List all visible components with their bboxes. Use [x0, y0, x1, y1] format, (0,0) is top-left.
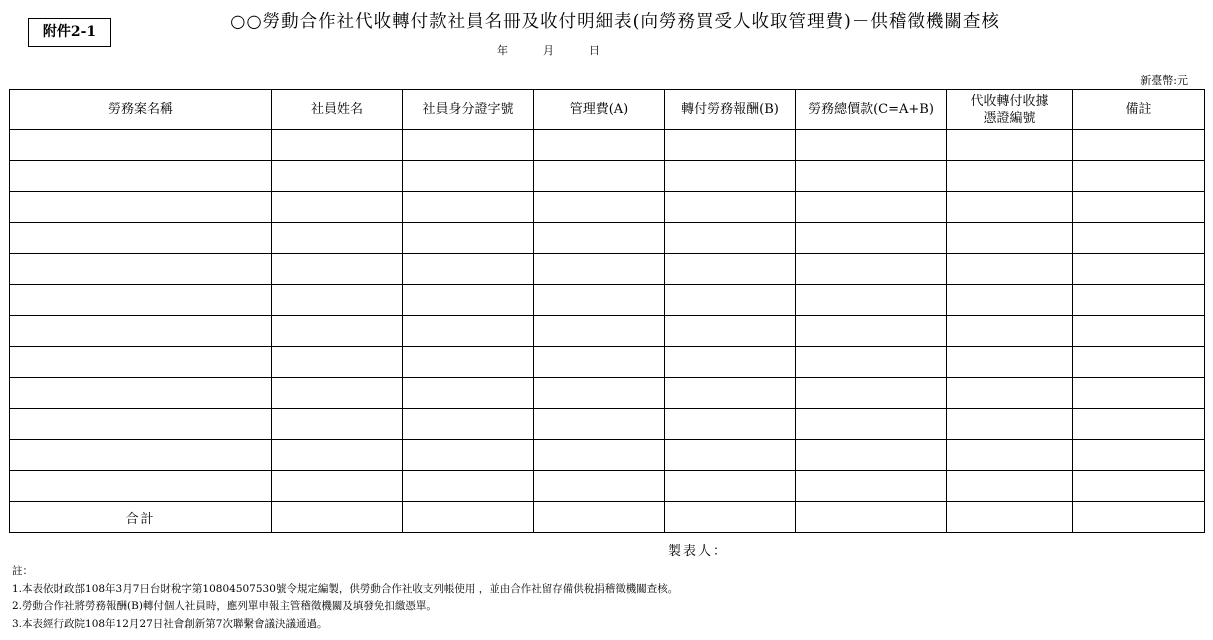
table-cell[interactable] [665, 223, 796, 254]
header-total-price: 勞務總價款(C=A+B) [796, 90, 947, 130]
table-cell[interactable] [796, 254, 947, 285]
table-cell[interactable] [796, 440, 947, 471]
total-cell[interactable] [947, 502, 1073, 533]
table-cell[interactable] [403, 223, 534, 254]
table-cell[interactable] [272, 285, 403, 316]
table-row [10, 192, 1205, 223]
header-labor-remuneration: 轉付勞務報酬(B) [665, 90, 796, 130]
table-cell[interactable] [272, 316, 403, 347]
total-cell[interactable] [1073, 502, 1205, 533]
table-cell[interactable] [10, 409, 272, 440]
document-title: ○○勞動合作社代收轉付款社員名冊及收付明細表(向勞務買受人收取管理費)－供稽徵機關查核 [230, 12, 1000, 32]
table-cell[interactable] [10, 285, 272, 316]
table-cell[interactable] [10, 254, 272, 285]
table-row [10, 378, 1205, 409]
total-cell[interactable] [272, 502, 403, 533]
table-row [10, 130, 1205, 161]
table-cell[interactable] [665, 378, 796, 409]
table-cell[interactable] [534, 285, 665, 316]
table-cell[interactable] [947, 192, 1073, 223]
table-header-row [10, 90, 1205, 130]
note-item-3: 3.本表經行政院108年12月27日社會創新第7次聯繫會議決議通過。 [12, 617, 328, 630]
table-cell[interactable] [10, 378, 272, 409]
table-cell[interactable] [947, 316, 1073, 347]
table-cell[interactable] [10, 440, 272, 471]
table-cell[interactable] [534, 409, 665, 440]
table-cell[interactable] [272, 130, 403, 161]
table-cell[interactable] [665, 254, 796, 285]
header-receipt-number-line2: 憑證編號 [983, 110, 1036, 126]
table-cell[interactable] [796, 161, 947, 192]
table-row [10, 254, 1205, 285]
table-cell[interactable] [947, 440, 1073, 471]
table-cell[interactable] [403, 471, 534, 502]
total-label: 合計 [10, 502, 272, 533]
table-cell[interactable] [534, 378, 665, 409]
table-cell[interactable] [665, 161, 796, 192]
date-day: 日 [589, 44, 600, 57]
date-year: 年 [497, 44, 508, 57]
header-receipt-number-line1: 代收轉付收據 [970, 93, 1049, 109]
table-cell[interactable] [796, 316, 947, 347]
table-cell[interactable] [947, 223, 1073, 254]
header-management-fee: 管理費(A) [534, 90, 665, 130]
attachment-label: 附件2-1 [28, 18, 111, 47]
table-cell[interactable] [947, 471, 1073, 502]
table-cell[interactable] [403, 192, 534, 223]
table-cell[interactable] [272, 223, 403, 254]
table-cell[interactable] [665, 130, 796, 161]
table-cell[interactable] [796, 285, 947, 316]
date-month: 月 [543, 44, 554, 57]
table-cell[interactable] [796, 130, 947, 161]
table-cell[interactable] [1073, 378, 1205, 409]
table-cell[interactable] [534, 130, 665, 161]
table-cell[interactable] [10, 316, 272, 347]
table-cell[interactable] [403, 409, 534, 440]
table-cell[interactable] [947, 161, 1073, 192]
table-cell[interactable] [272, 409, 403, 440]
table-row [10, 409, 1205, 440]
table-cell[interactable] [534, 440, 665, 471]
table-cell[interactable] [10, 471, 272, 502]
table-cell[interactable] [10, 161, 272, 192]
table-cell[interactable] [272, 161, 403, 192]
table-cell[interactable] [796, 471, 947, 502]
header-remarks: 備註 [1073, 90, 1205, 130]
maker-label: 製表人： [668, 544, 729, 559]
table-row [10, 471, 1205, 502]
table-cell[interactable] [1073, 409, 1205, 440]
note-item-2: 2.勞動合作社將勞務報酬(B)轉付個人社員時，應列單申報主管稽徵機關及填發免扣繳憑單。 [12, 600, 437, 612]
table-cell[interactable] [947, 254, 1073, 285]
table-cell[interactable] [796, 409, 947, 440]
table-cell[interactable] [534, 316, 665, 347]
table-cell[interactable] [403, 254, 534, 285]
table-cell[interactable] [796, 223, 947, 254]
table-cell[interactable] [534, 471, 665, 502]
header-receipt-number [947, 90, 1073, 130]
table-cell[interactable] [1073, 285, 1205, 316]
table-body [10, 130, 1205, 533]
table-cell[interactable] [403, 440, 534, 471]
table-cell[interactable] [947, 409, 1073, 440]
table-cell[interactable] [1073, 316, 1205, 347]
date-line [497, 42, 600, 58]
table-cell[interactable] [403, 378, 534, 409]
table-cell[interactable] [796, 378, 947, 409]
currency-note: 新臺幣:元 [1140, 74, 1188, 87]
table-row [10, 161, 1205, 192]
table-cell[interactable] [403, 285, 534, 316]
table-cell[interactable] [272, 440, 403, 471]
table-cell[interactable] [1073, 347, 1205, 378]
table-cell[interactable] [796, 192, 947, 223]
table-cell[interactable] [1073, 223, 1205, 254]
member-roster-table [9, 89, 1205, 533]
table-cell[interactable] [1073, 130, 1205, 161]
table-cell[interactable] [665, 192, 796, 223]
header-case-name: 勞務案名稱 [10, 90, 272, 130]
notes-heading: 註： [12, 565, 33, 577]
table-cell[interactable] [534, 347, 665, 378]
table-cell[interactable] [1073, 471, 1205, 502]
table-row [10, 440, 1205, 471]
table-cell[interactable] [10, 130, 272, 161]
table-row [10, 316, 1205, 347]
total-cell[interactable] [534, 502, 665, 533]
table-row [10, 223, 1205, 254]
table-cell[interactable] [534, 192, 665, 223]
table-cell[interactable] [403, 130, 534, 161]
total-cell[interactable] [403, 502, 534, 533]
table-cell[interactable] [1073, 440, 1205, 471]
table-cell[interactable] [534, 223, 665, 254]
table-cell[interactable] [665, 471, 796, 502]
table-cell[interactable] [796, 347, 947, 378]
table-cell[interactable] [665, 285, 796, 316]
table-cell[interactable] [665, 347, 796, 378]
table-cell[interactable] [1073, 192, 1205, 223]
table-cell[interactable] [1073, 161, 1205, 192]
note-item-1: 1.本表依財政部108年3月7日台財稅字第10804507530號令規定編製，供勞動合作社收支列帳使用 ，並由合作社留存備供稅捐稽徵機關查核。 [12, 582, 679, 595]
header-member-id: 社員身分證字號 [403, 90, 534, 130]
table-cell[interactable] [403, 316, 534, 347]
table-cell[interactable] [947, 285, 1073, 316]
table-cell[interactable] [10, 347, 272, 378]
table-cell[interactable] [947, 130, 1073, 161]
table-cell[interactable] [272, 471, 403, 502]
total-cell[interactable] [796, 502, 947, 533]
table-cell[interactable] [403, 347, 534, 378]
table-cell[interactable] [534, 161, 665, 192]
table-cell[interactable] [403, 161, 534, 192]
table-cell[interactable] [272, 254, 403, 285]
table-cell[interactable] [534, 254, 665, 285]
notes-section [12, 563, 678, 633]
table-cell[interactable] [947, 378, 1073, 409]
total-row [10, 502, 1205, 533]
table-cell[interactable] [947, 347, 1073, 378]
table-row [10, 347, 1205, 378]
table-cell[interactable] [665, 409, 796, 440]
table-cell[interactable] [10, 223, 272, 254]
table-cell[interactable] [272, 347, 403, 378]
table-cell[interactable] [272, 192, 403, 223]
table-cell[interactable] [272, 378, 403, 409]
total-cell[interactable] [665, 502, 796, 533]
table-cell[interactable] [665, 316, 796, 347]
table-cell[interactable] [10, 192, 272, 223]
table-row [10, 285, 1205, 316]
table-cell[interactable] [1073, 254, 1205, 285]
header-member-name: 社員姓名 [272, 90, 403, 130]
table-cell[interactable] [665, 440, 796, 471]
